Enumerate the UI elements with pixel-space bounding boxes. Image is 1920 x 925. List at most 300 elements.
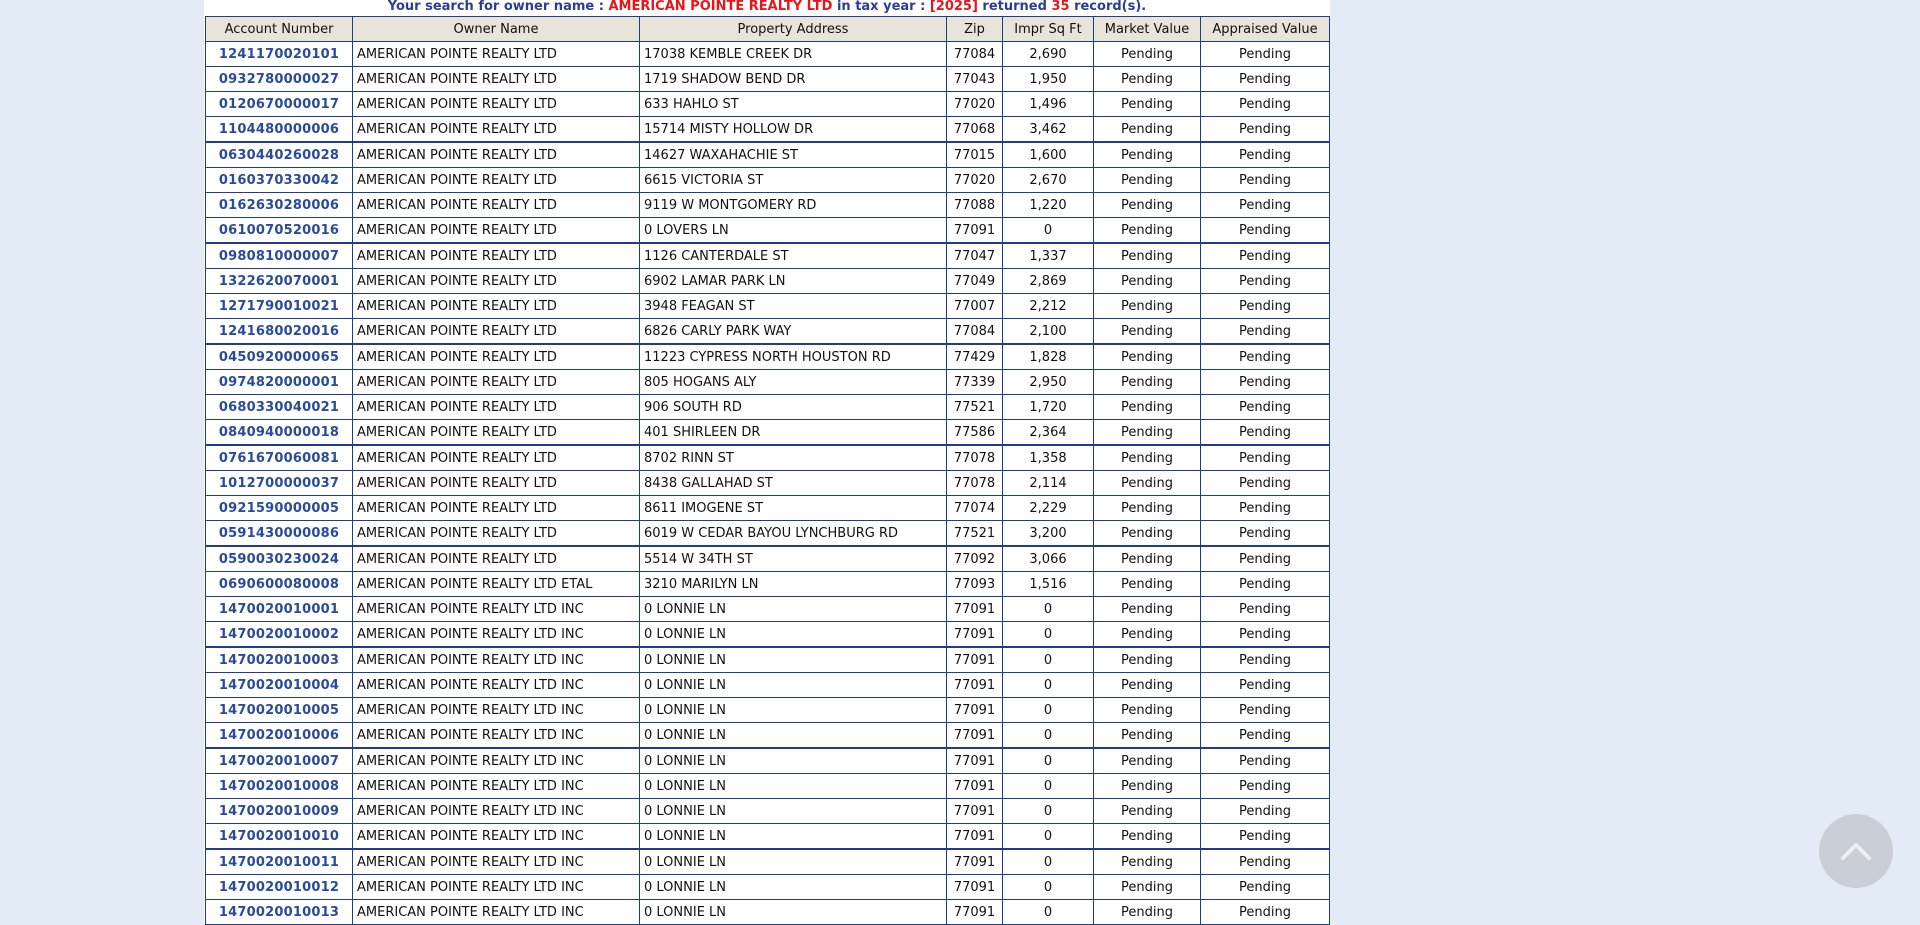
owner-name-cell: AMERICAN POINTE REALTY LTD INC (353, 673, 640, 698)
account-number-link[interactable]: 0160370330042 (218, 172, 340, 188)
owner-name-cell: AMERICAN POINTE REALTY LTD INC (353, 824, 640, 850)
property-address-cell: 0 LONNIE LN (640, 799, 947, 824)
appraised-value-cell: Pending (1201, 193, 1330, 218)
table-row (206, 622, 1330, 648)
owner-name-cell: AMERICAN POINTE REALTY LTD (353, 521, 640, 547)
account-number-cell (206, 597, 353, 622)
table-row (206, 748, 1330, 774)
account-number-cell (206, 67, 353, 92)
account-number-cell (206, 673, 353, 698)
market-value-cell: Pending (1094, 748, 1201, 774)
account-number-cell (206, 521, 353, 547)
appraised-value-cell: Pending (1201, 849, 1330, 875)
owner-name-cell: AMERICAN POINTE REALTY LTD (353, 243, 640, 269)
appraised-value-cell: Pending (1201, 92, 1330, 117)
table-row (206, 42, 1330, 67)
account-number-link[interactable]: 1104480000006 (218, 121, 340, 137)
impr-sq-ft-cell: 0 (1003, 875, 1094, 900)
owner-name-cell: AMERICAN POINTE REALTY LTD INC (353, 748, 640, 774)
market-value-cell: Pending (1094, 42, 1201, 67)
summary-owner: AMERICAN POINTE REALTY LTD (608, 0, 833, 14)
zip-cell: 77339 (947, 370, 1003, 395)
table-row (206, 521, 1330, 547)
appraised-value-cell: Pending (1201, 218, 1330, 244)
appraised-value-cell: Pending (1201, 824, 1330, 850)
zip-cell: 77429 (947, 344, 1003, 370)
summary-year: [2025] (929, 0, 978, 14)
account-number-link[interactable]: 0610070520016 (218, 222, 340, 238)
account-number-cell (206, 42, 353, 67)
results-table (205, 16, 1330, 925)
appraised-value-cell: Pending (1201, 319, 1330, 345)
owner-name-cell: AMERICAN POINTE REALTY LTD (353, 42, 640, 67)
account-number-cell (206, 193, 353, 218)
account-number-link[interactable]: 0690600080008 (218, 576, 340, 592)
account-number-link[interactable]: 0840940000018 (218, 424, 340, 440)
zip-cell: 77521 (947, 395, 1003, 420)
column-header-property-address: Property Address (640, 17, 947, 42)
market-value-cell: Pending (1094, 168, 1201, 193)
account-number-link[interactable]: 1470020010013 (218, 904, 340, 920)
zip-cell: 77068 (947, 117, 1003, 143)
table-row (206, 445, 1330, 471)
property-address-cell: 6902 LAMAR PARK LN (640, 269, 947, 294)
appraised-value-cell: Pending (1201, 269, 1330, 294)
impr-sq-ft-cell: 0 (1003, 597, 1094, 622)
appraised-value-cell: Pending (1201, 117, 1330, 143)
owner-name-cell: AMERICAN POINTE REALTY LTD (353, 344, 640, 370)
account-number-cell (206, 723, 353, 749)
market-value-cell: Pending (1094, 698, 1201, 723)
account-number-cell (206, 900, 353, 925)
account-number-link[interactable]: 0974820000001 (218, 374, 340, 390)
account-number-link[interactable]: 0590030230024 (218, 551, 340, 567)
zip-cell: 77092 (947, 546, 1003, 572)
owner-name-cell: AMERICAN POINTE REALTY LTD (353, 319, 640, 345)
owner-name-cell: AMERICAN POINTE REALTY LTD (353, 395, 640, 420)
scroll-to-top-button[interactable] (1819, 814, 1893, 888)
table-row (206, 193, 1330, 218)
table-row (206, 370, 1330, 395)
account-number-link[interactable]: 1470020010001 (218, 601, 340, 617)
zip-cell: 77091 (947, 622, 1003, 648)
appraised-value-cell: Pending (1201, 673, 1330, 698)
account-number-link[interactable]: 1470020010008 (218, 778, 340, 794)
impr-sq-ft-cell: 2,100 (1003, 319, 1094, 345)
property-address-cell: 0 LONNIE LN (640, 647, 947, 673)
appraised-value-cell: Pending (1201, 496, 1330, 521)
property-address-cell: 14627 WAXAHACHIE ST (640, 142, 947, 168)
impr-sq-ft-cell: 0 (1003, 673, 1094, 698)
property-address-cell: 401 SHIRLEEN DR (640, 420, 947, 446)
zip-cell: 77015 (947, 142, 1003, 168)
owner-name-cell: AMERICAN POINTE REALTY LTD (353, 117, 640, 143)
zip-cell: 77091 (947, 748, 1003, 774)
chevron-up-icon (1839, 840, 1873, 862)
owner-name-cell: AMERICAN POINTE REALTY LTD (353, 269, 640, 294)
appraised-value-cell: Pending (1201, 723, 1330, 749)
impr-sq-ft-cell: 0 (1003, 748, 1094, 774)
table-header-row (206, 17, 1330, 42)
appraised-value-cell: Pending (1201, 748, 1330, 774)
impr-sq-ft-cell: 3,066 (1003, 546, 1094, 572)
zip-cell: 77078 (947, 445, 1003, 471)
account-number-link[interactable]: 1470020010010 (218, 828, 340, 844)
table-row (206, 319, 1330, 345)
property-address-cell: 11223 CYPRESS NORTH HOUSTON RD (640, 344, 947, 370)
impr-sq-ft-cell: 0 (1003, 849, 1094, 875)
zip-cell: 77091 (947, 597, 1003, 622)
table-row (206, 142, 1330, 168)
property-address-cell: 6826 CARLY PARK WAY (640, 319, 947, 345)
table-row (206, 243, 1330, 269)
market-value-cell: Pending (1094, 597, 1201, 622)
account-number-link[interactable]: 1470020010002 (218, 626, 340, 642)
table-row (206, 673, 1330, 698)
account-number-cell (206, 218, 353, 244)
account-number-cell (206, 471, 353, 496)
property-address-cell: 3948 FEAGAN ST (640, 294, 947, 319)
property-address-cell: 1126 CANTERDALE ST (640, 243, 947, 269)
impr-sq-ft-cell: 1,358 (1003, 445, 1094, 471)
table-row (206, 647, 1330, 673)
account-number-cell (206, 92, 353, 117)
property-address-cell: 805 HOGANS ALY (640, 370, 947, 395)
account-number-link[interactable]: 0980810000007 (218, 248, 340, 264)
appraised-value-cell: Pending (1201, 774, 1330, 799)
property-address-cell: 15714 MISTY HOLLOW DR (640, 117, 947, 143)
account-number-cell (206, 622, 353, 648)
table-row (206, 294, 1330, 319)
table-row (206, 269, 1330, 294)
owner-name-cell: AMERICAN POINTE REALTY LTD (353, 496, 640, 521)
market-value-cell: Pending (1094, 395, 1201, 420)
impr-sq-ft-cell: 3,200 (1003, 521, 1094, 547)
market-value-cell: Pending (1094, 92, 1201, 117)
zip-cell: 77586 (947, 420, 1003, 446)
impr-sq-ft-cell: 0 (1003, 622, 1094, 648)
account-number-link[interactable]: 0932780000027 (218, 71, 340, 87)
account-number-link[interactable]: 0450920000065 (218, 349, 340, 365)
impr-sq-ft-cell: 2,114 (1003, 471, 1094, 496)
impr-sq-ft-cell: 2,690 (1003, 42, 1094, 67)
market-value-cell: Pending (1094, 572, 1201, 597)
account-number-link[interactable]: 0921590000005 (218, 500, 340, 516)
table-row (206, 218, 1330, 244)
impr-sq-ft-cell: 0 (1003, 799, 1094, 824)
column-header-owner-name: Owner Name (353, 17, 640, 42)
owner-name-cell: AMERICAN POINTE REALTY LTD (353, 445, 640, 471)
account-number-link[interactable]: 0591430000086 (218, 525, 340, 541)
appraised-value-cell: Pending (1201, 445, 1330, 471)
summary-suffix: record(s). (1069, 0, 1147, 14)
zip-cell: 77074 (947, 496, 1003, 521)
property-address-cell: 3210 MARILYN LN (640, 572, 947, 597)
market-value-cell: Pending (1094, 344, 1201, 370)
zip-cell: 77088 (947, 193, 1003, 218)
appraised-value-cell: Pending (1201, 243, 1330, 269)
appraised-value-cell: Pending (1201, 875, 1330, 900)
impr-sq-ft-cell: 2,670 (1003, 168, 1094, 193)
account-number-cell (206, 395, 353, 420)
appraised-value-cell: Pending (1201, 900, 1330, 925)
column-header-appraised-value: Appraised Value (1201, 17, 1330, 42)
table-row (206, 546, 1330, 572)
impr-sq-ft-cell: 0 (1003, 218, 1094, 244)
table-row (206, 67, 1330, 92)
property-address-cell: 0 LONNIE LN (640, 723, 947, 749)
market-value-cell: Pending (1094, 799, 1201, 824)
account-number-link[interactable]: 1322620070001 (218, 273, 340, 289)
owner-name-cell: AMERICAN POINTE REALTY LTD (353, 420, 640, 446)
property-address-cell: 9119 W MONTGOMERY RD (640, 193, 947, 218)
owner-name-cell: AMERICAN POINTE REALTY LTD (353, 471, 640, 496)
owner-name-cell: AMERICAN POINTE REALTY LTD INC (353, 698, 640, 723)
account-number-cell (206, 117, 353, 143)
appraised-value-cell: Pending (1201, 344, 1330, 370)
zip-cell: 77091 (947, 774, 1003, 799)
results-panel (204, 0, 1330, 925)
account-number-cell (206, 875, 353, 900)
account-number-cell (206, 572, 353, 597)
impr-sq-ft-cell: 1,828 (1003, 344, 1094, 370)
table-row (206, 698, 1330, 723)
appraised-value-cell: Pending (1201, 168, 1330, 193)
account-number-cell (206, 294, 353, 319)
account-number-link[interactable]: 1470020010003 (218, 652, 340, 668)
owner-name-cell: AMERICAN POINTE REALTY LTD ETAL (353, 572, 640, 597)
table-row (206, 92, 1330, 117)
property-address-cell: 0 LONNIE LN (640, 597, 947, 622)
appraised-value-cell: Pending (1201, 370, 1330, 395)
account-number-cell (206, 319, 353, 345)
account-number-cell (206, 243, 353, 269)
table-row (206, 572, 1330, 597)
property-address-cell: 5514 W 34TH ST (640, 546, 947, 572)
account-number-link[interactable]: 1241170020101 (218, 46, 340, 62)
property-address-cell: 0 LONNIE LN (640, 698, 947, 723)
account-number-cell (206, 647, 353, 673)
market-value-cell: Pending (1094, 445, 1201, 471)
impr-sq-ft-cell: 1,337 (1003, 243, 1094, 269)
account-number-cell (206, 748, 353, 774)
owner-name-cell: AMERICAN POINTE REALTY LTD (353, 67, 640, 92)
property-address-cell: 0 LONNIE LN (640, 900, 947, 925)
owner-name-cell: AMERICAN POINTE REALTY LTD INC (353, 647, 640, 673)
account-number-link[interactable]: 1470020010007 (218, 753, 340, 769)
owner-name-cell: AMERICAN POINTE REALTY LTD (353, 92, 640, 117)
owner-name-cell: AMERICAN POINTE REALTY LTD INC (353, 849, 640, 875)
property-address-cell: 906 SOUTH RD (640, 395, 947, 420)
market-value-cell: Pending (1094, 243, 1201, 269)
zip-cell: 77007 (947, 294, 1003, 319)
market-value-cell: Pending (1094, 142, 1201, 168)
table-row (206, 824, 1330, 850)
appraised-value-cell: Pending (1201, 799, 1330, 824)
impr-sq-ft-cell: 0 (1003, 723, 1094, 749)
zip-cell: 77078 (947, 471, 1003, 496)
summary-mid: in tax year : (832, 0, 930, 14)
account-number-link[interactable]: 1470020010009 (218, 803, 340, 819)
property-address-cell: 1719 SHADOW BEND DR (640, 67, 947, 92)
market-value-cell: Pending (1094, 546, 1201, 572)
owner-name-cell: AMERICAN POINTE REALTY LTD (353, 370, 640, 395)
property-address-cell: 0 LONNIE LN (640, 849, 947, 875)
property-address-cell: 0 LONNIE LN (640, 748, 947, 774)
zip-cell: 77047 (947, 243, 1003, 269)
property-address-cell: 0 LOVERS LN (640, 218, 947, 244)
property-address-cell: 6019 W CEDAR BAYOU LYNCHBURG RD (640, 521, 947, 547)
zip-cell: 77091 (947, 698, 1003, 723)
market-value-cell: Pending (1094, 496, 1201, 521)
owner-name-cell: AMERICAN POINTE REALTY LTD (353, 294, 640, 319)
market-value-cell: Pending (1094, 117, 1201, 143)
account-number-cell (206, 546, 353, 572)
market-value-cell: Pending (1094, 420, 1201, 446)
owner-name-cell: AMERICAN POINTE REALTY LTD INC (353, 723, 640, 749)
zip-cell: 77049 (947, 269, 1003, 294)
market-value-cell: Pending (1094, 67, 1201, 92)
account-number-link[interactable]: 0162630280006 (218, 197, 340, 213)
impr-sq-ft-cell: 1,516 (1003, 572, 1094, 597)
zip-cell: 77091 (947, 647, 1003, 673)
account-number-link[interactable]: 1470020010012 (218, 879, 340, 895)
zip-cell: 77084 (947, 319, 1003, 345)
market-value-cell: Pending (1094, 875, 1201, 900)
property-address-cell: 0 LONNIE LN (640, 875, 947, 900)
search-summary (204, 0, 1330, 16)
column-header-account-number: Account Number (206, 17, 353, 42)
owner-name-cell: AMERICAN POINTE REALTY LTD INC (353, 875, 640, 900)
impr-sq-ft-cell: 0 (1003, 900, 1094, 925)
appraised-value-cell: Pending (1201, 647, 1330, 673)
account-number-link[interactable]: 0630440260028 (218, 147, 340, 163)
market-value-cell: Pending (1094, 824, 1201, 850)
impr-sq-ft-cell: 0 (1003, 698, 1094, 723)
appraised-value-cell: Pending (1201, 597, 1330, 622)
table-row (206, 900, 1330, 925)
market-value-cell: Pending (1094, 193, 1201, 218)
impr-sq-ft-cell: 3,462 (1003, 117, 1094, 143)
account-number-cell (206, 370, 353, 395)
table-row (206, 597, 1330, 622)
market-value-cell: Pending (1094, 900, 1201, 925)
account-number-link[interactable]: 1470020010004 (218, 677, 340, 693)
property-address-cell: 0 LONNIE LN (640, 622, 947, 648)
table-row (206, 420, 1330, 446)
account-number-cell (206, 168, 353, 193)
appraised-value-cell: Pending (1201, 395, 1330, 420)
property-address-cell: 6615 VICTORIA ST (640, 168, 947, 193)
summary-prefix: Your search for owner name : (387, 0, 609, 14)
account-number-cell (206, 420, 353, 446)
zip-cell: 77521 (947, 521, 1003, 547)
account-number-link[interactable]: 1241680020016 (218, 323, 340, 339)
property-address-cell: 0 LONNIE LN (640, 673, 947, 698)
zip-cell: 77091 (947, 900, 1003, 925)
appraised-value-cell: Pending (1201, 294, 1330, 319)
zip-cell: 77091 (947, 824, 1003, 850)
zip-cell: 77091 (947, 875, 1003, 900)
impr-sq-ft-cell: 2,364 (1003, 420, 1094, 446)
appraised-value-cell: Pending (1201, 67, 1330, 92)
market-value-cell: Pending (1094, 647, 1201, 673)
account-number-cell (206, 774, 353, 799)
account-number-cell (206, 269, 353, 294)
account-number-link[interactable]: 1470020010011 (218, 854, 340, 870)
market-value-cell: Pending (1094, 218, 1201, 244)
property-address-cell: 0 LONNIE LN (640, 824, 947, 850)
account-number-cell (206, 496, 353, 521)
zip-cell: 77084 (947, 42, 1003, 67)
property-address-cell: 8611 IMOGENE ST (640, 496, 947, 521)
table-row (206, 875, 1330, 900)
account-number-link[interactable]: 1012700000037 (218, 475, 340, 491)
market-value-cell: Pending (1094, 319, 1201, 345)
account-number-cell (206, 344, 353, 370)
owner-name-cell: AMERICAN POINTE REALTY LTD (353, 142, 640, 168)
owner-name-cell: AMERICAN POINTE REALTY LTD (353, 218, 640, 244)
market-value-cell: Pending (1094, 471, 1201, 496)
summary-count: 35 (1051, 0, 1070, 14)
impr-sq-ft-cell: 1,950 (1003, 67, 1094, 92)
account-number-cell (206, 824, 353, 850)
impr-sq-ft-cell: 1,220 (1003, 193, 1094, 218)
column-header-zip: Zip (947, 17, 1003, 42)
owner-name-cell: AMERICAN POINTE REALTY LTD INC (353, 774, 640, 799)
table-row (206, 496, 1330, 521)
appraised-value-cell: Pending (1201, 698, 1330, 723)
appraised-value-cell: Pending (1201, 546, 1330, 572)
impr-sq-ft-cell: 2,869 (1003, 269, 1094, 294)
zip-cell: 77091 (947, 849, 1003, 875)
table-row (206, 849, 1330, 875)
account-number-cell (206, 445, 353, 471)
appraised-value-cell: Pending (1201, 471, 1330, 496)
account-number-link[interactable]: 1470020010006 (218, 727, 340, 743)
table-row (206, 723, 1330, 749)
impr-sq-ft-cell: 1,720 (1003, 395, 1094, 420)
account-number-cell (206, 799, 353, 824)
owner-name-cell: AMERICAN POINTE REALTY LTD (353, 546, 640, 572)
owner-name-cell: AMERICAN POINTE REALTY LTD (353, 193, 640, 218)
zip-cell: 77091 (947, 799, 1003, 824)
table-row (206, 471, 1330, 496)
owner-name-cell: AMERICAN POINTE REALTY LTD INC (353, 900, 640, 925)
account-number-link[interactable]: 1470020010005 (218, 702, 340, 718)
account-number-link[interactable]: 0680330040021 (218, 399, 340, 415)
property-address-cell: 0 LONNIE LN (640, 774, 947, 799)
impr-sq-ft-cell: 2,229 (1003, 496, 1094, 521)
market-value-cell: Pending (1094, 622, 1201, 648)
account-number-cell (206, 698, 353, 723)
table-row (206, 774, 1330, 799)
owner-name-cell: AMERICAN POINTE REALTY LTD INC (353, 799, 640, 824)
impr-sq-ft-cell: 0 (1003, 824, 1094, 850)
impr-sq-ft-cell: 1,600 (1003, 142, 1094, 168)
market-value-cell: Pending (1094, 521, 1201, 547)
market-value-cell: Pending (1094, 294, 1201, 319)
market-value-cell: Pending (1094, 370, 1201, 395)
account-number-link[interactable]: 0120670000017 (218, 96, 340, 112)
account-number-cell (206, 849, 353, 875)
account-number-link[interactable]: 1271790010021 (218, 298, 340, 314)
account-number-cell (206, 142, 353, 168)
account-number-link[interactable]: 0761670060081 (218, 450, 340, 466)
market-value-cell: Pending (1094, 774, 1201, 799)
property-address-cell: 8438 GALLAHAD ST (640, 471, 947, 496)
column-header-impr-sq-ft: Impr Sq Ft (1003, 17, 1094, 42)
